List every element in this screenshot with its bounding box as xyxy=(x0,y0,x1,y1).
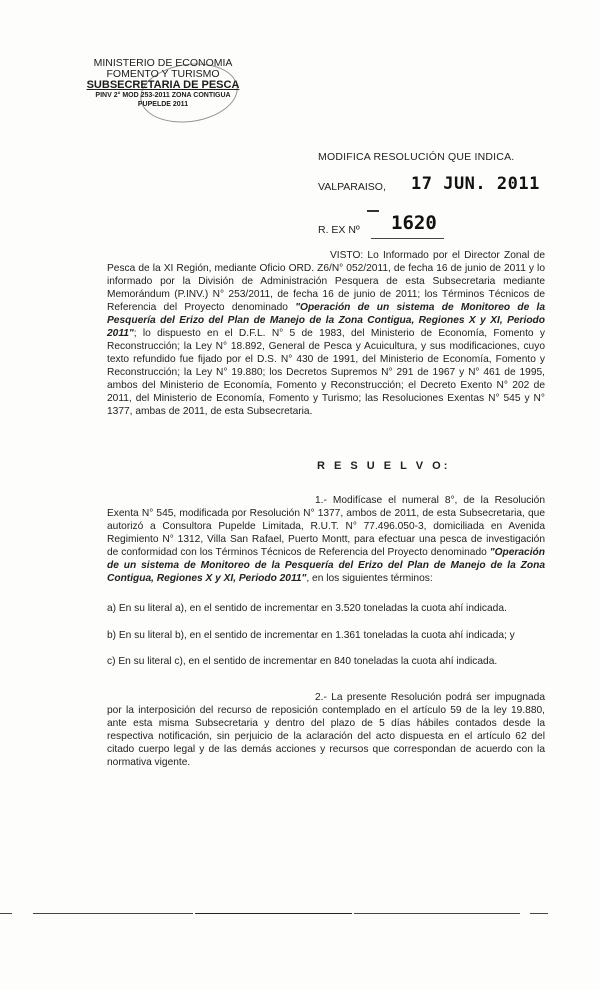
resuelvo-heading: R E S U E L V O: xyxy=(317,460,451,472)
literal-a: a) En su literal a), en el sentido de incrementar en 3.520 toneladas la cuota ahí indicada. xyxy=(107,603,507,614)
footer-rule-a xyxy=(33,913,193,914)
rex-dash xyxy=(367,210,379,212)
article-2-text: 2.- La presente Resolución podrá ser impugnada por la interposición del recurso de reposición contemplado en el artículo 59 de la ley 19.880, ante esta misma Subsecretaria y dentro del plazo de 5 días hábiles contados desde la respectiva notificación, sin perjuicio de la aclaración del acto dispuesta en el artículo 62 del citado cuerpo legal y de las demás acciones y recursos que correspondan de acuerdo con la normativa vigente. xyxy=(107,692,545,768)
ministry-name-2: FOMENTO Y TURISMO xyxy=(106,68,220,80)
resolution-title: MODIFICA RESOLUCIÓN QUE INDICA. xyxy=(318,151,515,163)
literal-c: c) En su literal c), en el sentido de incrementar en 840 toneladas la cuota ahí indicada. xyxy=(107,656,498,667)
article-1 xyxy=(107,494,545,585)
visto-project-name: "Operación de un sistema de Monitoreo de la Pesquería del Erizo del Plan de Manejo de la Zona Contigua, Regiones X y XI, Periodo 2011" xyxy=(107,302,546,339)
article-1-text: 1.- Modifícase el numeral 8°, de la Resolución Exenta N° 545, modificada por Resolución N° 1377, ambos de 2011, de esta Subsecretaria, que autorizó a Consultora Pupelde Limitada, R.U.T. N° 77.496.050-3, domiciliada en Avenida Regimiento N° 1312, Villa San Rafael, Puerto Montt, para efectuar una pesca de investigación de conformidad con los Términos Técnicos de Referencia del Proyecto denominado xyxy=(107,495,545,558)
article-1-project-name: "Operación de un sistema de Monitoreo de la Pesquería del Erizo del Plan de Manejo de la Zona Contigua, Regiones X y XI, Periodo 2011" xyxy=(107,547,545,584)
literal-b: b) En su literal b), en el sentido de incrementar en 1.361 toneladas la cuota ahí indicada; y xyxy=(107,630,515,641)
footer-rule-c xyxy=(354,913,520,914)
rex-label: R. EX Nº xyxy=(318,224,360,236)
visto-text-1: Lo Informado por el Director Zonal de Pesca de la XI Región, mediante Oficio ORD. Z6/N° 052/2011, de fecha 16 de junio de 2011 y lo informado por la División de Administración Pesquera de esta Subsecretaria mediante Memorándum (P.INV.) N° 253/2011, de fecha 16 de junio de 2011; los Términos Técnicos de Referencia del Proyecto denominado xyxy=(107,250,545,313)
visto-paragraph xyxy=(107,249,545,418)
footer-rule-left xyxy=(0,913,12,914)
reference-line-2: PUPELDE 2011 xyxy=(137,101,189,108)
footer-rule-right xyxy=(530,913,548,914)
ministry-name: MINISTERIO DE ECONOMIA xyxy=(93,57,233,69)
rex-underline xyxy=(371,238,444,239)
subsecretaria-name: SUBSECRETARIA DE PESCA xyxy=(86,79,240,91)
visto-lead: VISTO: xyxy=(330,250,364,261)
date-stamp: 17 JUN. 2011 xyxy=(411,174,540,194)
reference-line-1: PINV 2° MOD 253-2011 ZONA CONTIGUA xyxy=(95,92,231,99)
footer-rule-b xyxy=(195,913,352,914)
article-2 xyxy=(107,691,545,769)
place-label: VALPARAISO, xyxy=(318,181,386,193)
rex-number: 1620 xyxy=(391,212,437,234)
article-1-tail: , en los siguientes términos: xyxy=(306,573,433,584)
visto-text-2: ; lo dispuesto en el D.F.L. N° 5 de 1983, del Ministerio de Economía, Fomento y Reconstrucción; la Ley N° 18.892, General de Pesca y Acuicultura, y sus modificaciones, cuyo texto refundido fue fijado por el D.S. N° 430 de 1991, del Ministerio de Economía, Fomento y Reconstrucción; la Ley N° 19.880; los Decretos Supremos N° 291 de 1967 y N° 461 de 1995, ambos del Ministerio de Economía, Fomento y Reconstrucción; el Decreto Exento N° 202 de 2011, del Ministerio de Economía, Fomento y Turismo; las Resoluciones Exentas N° 545 y N° 1377, ambas de 2011, de esta Subsecretaria. xyxy=(107,328,545,417)
